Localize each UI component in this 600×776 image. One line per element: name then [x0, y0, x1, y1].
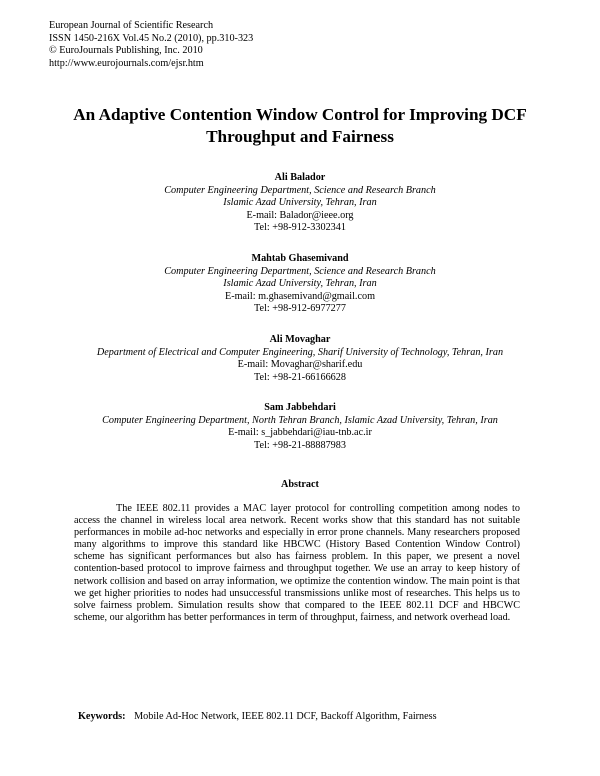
abstract-heading: Abstract — [281, 479, 319, 490]
paper-title — [0, 104, 600, 148]
author-block — [0, 253, 600, 316]
author-tel: Tel: +98-912-6977277 — [254, 303, 346, 315]
author-block — [0, 334, 600, 384]
keywords — [78, 710, 437, 723]
keywords-text: Mobile Ad-Hoc Network, IEEE 802.11 DCF, Backoff Algorithm, Fairness — [134, 711, 437, 722]
journal-header — [49, 20, 253, 70]
journal-issn: ISSN 1450-216X Vol.45 No.2 (2010), pp.310-323 — [49, 32, 254, 44]
journal-name: European Journal of Scientific Research — [49, 20, 214, 31]
keywords-label: Keywords: — [78, 711, 126, 722]
author-block — [0, 172, 600, 235]
author-tel: Tel: +98-21-66166628 — [254, 371, 346, 383]
paper-title-line-2: Throughput and Fairness — [206, 127, 394, 146]
author-affiliation: Computer Engineering Department, North Tehran Branch, Islamic Azad University, Tehran, Iran — [102, 414, 498, 426]
author-affiliation: Islamic Azad University, Tehran, Iran — [223, 197, 377, 209]
author-email[interactable]: E-mail: m.ghasemivand@gmail.com — [225, 290, 375, 302]
paper-title-line-1: An Adaptive Contention Window Control for Improving DCF — [73, 105, 527, 124]
author-tel: Tel: +98-21-88887983 — [254, 439, 346, 451]
author-email[interactable]: E-mail: Movaghar@sharif.edu — [237, 359, 363, 371]
author-email[interactable]: E-mail: s_jabbehdari@iau-tnb.ac.ir — [228, 427, 372, 439]
author-affiliation: Islamic Azad University, Tehran, Iran — [223, 278, 377, 290]
abstract-body: The IEEE 802.11 provides a MAC layer protocol for controlling competition among nodes to access the channel in wireless local area network. Recent works show that this standard has not suitable performances in mobile ad-hoc networks and especially in error prone channels. Many researchers proposed many algorithms to improve this standard like HBCWC (History Based Contention Window Control) scheme has significant performances but also has fairness problem. In this paper, we present a novel contention-based protocol to improve fairness and throughput together. We use an array to keep history of network collision and based on array information, we optimize the contention window. The main point is that we get higher priorities to nodes had unsuccessful transmissions unlike most of researches. This helps us to solve fairness problem. Simulation results show that compared to the IEEE 802.11 DCF and HBCWC scheme, our algorithm has better performances in term of throughput, fairness, and network overhead load. — [74, 503, 520, 623]
author-affiliation: Computer Engineering Department, Science and Research Branch — [164, 184, 436, 196]
author-name: Ali Movaghar — [269, 334, 331, 345]
author-name: Mahtab Ghasemivand — [251, 253, 349, 264]
author-affiliation: Computer Engineering Department, Science and Research Branch — [164, 265, 436, 277]
author-tel: Tel: +98-912-3302341 — [254, 222, 346, 234]
journal-url[interactable]: http://www.eurojournals.com/ejsr.htm — [49, 57, 204, 69]
author-name: Ali Balador — [274, 172, 326, 183]
author-name: Sam Jabbehdari — [264, 402, 336, 413]
author-block — [0, 402, 600, 452]
author-email[interactable]: E-mail: Balador@ieee.org — [246, 209, 354, 221]
journal-copyright: © EuroJournals Publishing, Inc. 2010 — [49, 45, 203, 56]
author-affiliation: Department of Electrical and Computer Engineering, Sharif University of Technology, Tehran, Iran — [96, 346, 504, 358]
